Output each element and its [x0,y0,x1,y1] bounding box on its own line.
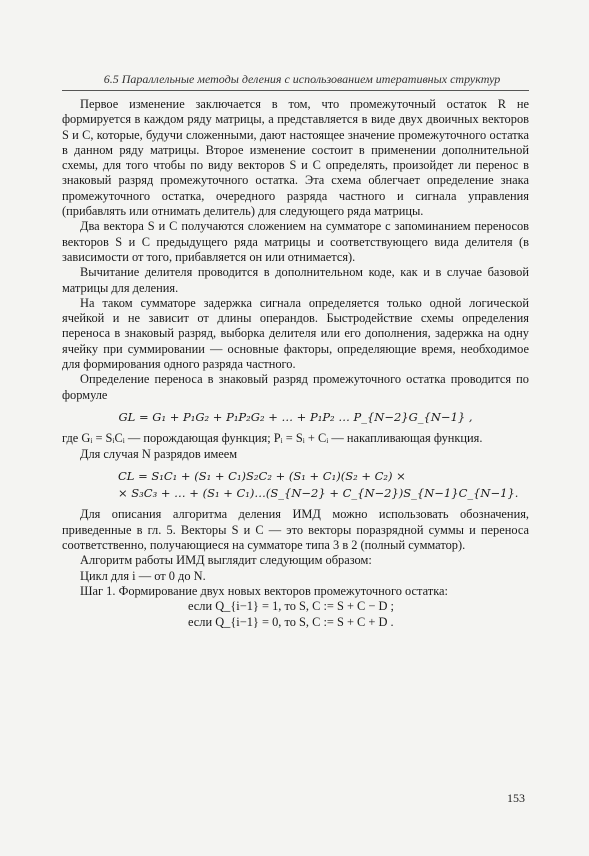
paragraph-imd-notation: Для описания алгоритма деления ИМД можно использовать обозначения, приведенные в гл. 5. Векторы S и C — это векторы поразрядной суммы и переноса соответственно, получающиеся на сумматоре типа 3 в 2 (полный сумматор). [62,507,529,553]
page-number: 153 [507,791,525,805]
paragraph-carry-definition: Определение переноса в знаковый разряд промежуточного остатка проводится по формуле [62,372,529,402]
condition-q-one: если Q_{i−1} = 1, то S, C := S + C − D ; [188,599,394,614]
formula-gl: GL = G₁ + P₁G₂ + P₁P₂G₂ + … + P₁P₂ … P_{N−2}G_{N−1} , [118,409,473,424]
case-line: Для случая N разрядов имеем [80,446,238,461]
algorithm-intro: Алгоритм работы ИМД выглядит следующим образом: [80,553,372,568]
formula-cl-line2: × S₃C₃ + … + (S₁ + C₁)…(S_{N−2} + C_{N−2})S_{N−1}C_{N−1}. [118,486,519,501]
condition-q-zero: если Q_{i−1} = 0, то S, C := S + C + D . [188,614,394,629]
where-line: где Gᵢ = SᵢCᵢ — порождающая функция; Pᵢ = Sᵢ + Cᵢ — накапливающая функция. [62,431,483,446]
loop-line: Цикл для i — от 0 до N. [80,568,206,583]
header-rule [62,90,529,91]
page-body [62,97,529,630]
paragraph-adder-delay: На таком сумматоре задержка сигнала определяется только одной логической ячейкой и не зависит от длины операндов. Быстродействие схемы определения переноса в знаковый разряд, выборка делителя или его дополнения, задержка на одну ячейку при суммировании — основные факторы, определяющие время, необходимое для формирования одного разряда частного. [62,295,529,372]
paragraph-subtraction: Вычитание делителя проводится в дополнительном коде, как и в случае базовой матрицы для деления. [62,265,529,295]
paragraph-two-vectors: Два вектора S и C получаются сложением на сумматоре с запоминанием переносов векторов S и C предыдущего ряда матрицы и соответствующего вида делителя (в зависимости от того, прибавляется он или отнимается). [62,219,529,264]
formula-cl-line1: CL = S₁C₁ + (S₁ + C₁)S₂C₂ + (S₁ + C₁)(S₂ + C₂) × [118,468,406,483]
running-header: 6.5 Параллельные методы деления с использованием итеративных структур [103,72,501,86]
step-one: Шаг 1. Формирование двух новых векторов промежуточного остатка: [80,583,448,598]
paragraph-first-change: Первое изменение заключается в том, что промежуточный остаток R не формируется в каждом ряду матрицы, а представляется в виде двух двоичных векторов S и C, которые, будучи сложенными, дают настоящее значение промежуточного остатка в данном ряду матрицы. Второе изменение состоит в применении дополнительной схемы, для того чтобы по виду векторов S и C определять, произойдет ли перенос в знаковый разряд промежуточного остатка. Эта схема облегчает определение знака промежуточного остатка, очередного разряда частного и сигнала управления (прибавлять или отнимать делитель) для следующего ряда матрицы. [62,97,529,219]
